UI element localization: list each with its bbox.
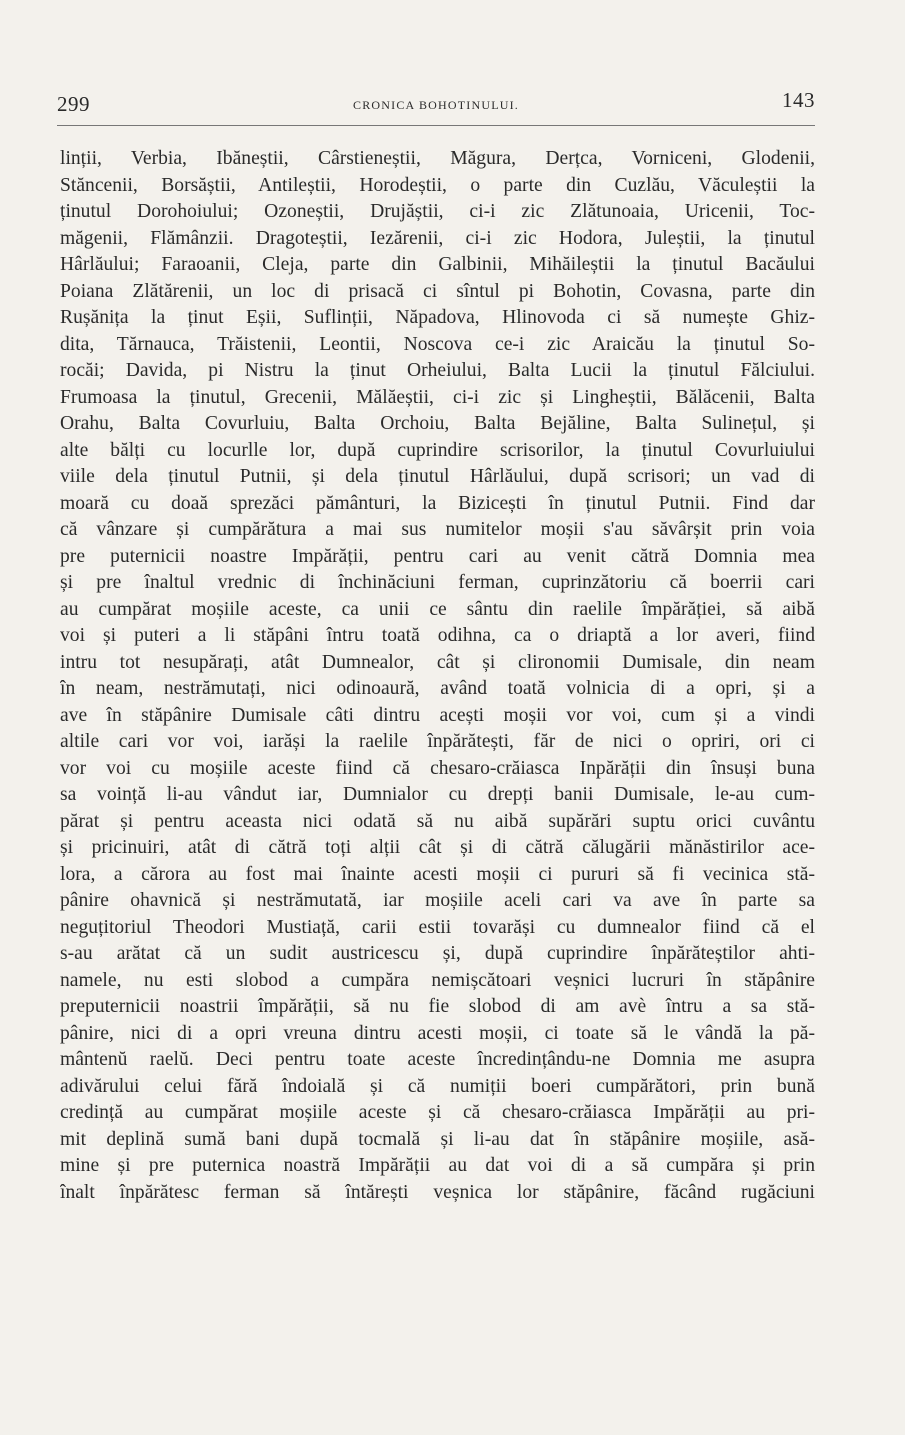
- text-line: Hârlăului; Faraoanii, Cleja, parte din Galbinii, Mihăileștii la ținutul Bacăului: [60, 254, 815, 275]
- running-title: CRONICA BOHOTINULUI.: [353, 98, 519, 112]
- text-line: lora, a cărora au fost mai înainte acesti moșii ci pururi să fi vecinica stă-: [60, 863, 815, 885]
- text-line: Poiana Zlătărenii, un loc di prisacă ci sîntul pi Bohotin, Covasna, parte din: [60, 280, 815, 302]
- text-line: Stăncenii, Borsăștii, Antileștii, Horodeștii, o parte din Cuzlău, Văculeștii la: [60, 174, 815, 196]
- text-line: altile cari vor voi, iarăși la raelile înpărătești, făr de nici o opriri, ori ci: [60, 731, 815, 752]
- text-line: Frumoasa la ținutul, Grecenii, Mălăeștii, ci-i zic și Lingheștii, Bălăcenii, Balta: [60, 386, 815, 408]
- text-line: sa voință li-au vândut iar, Dumnialor cu drepți banii Dumisale, le-au cum-: [60, 784, 815, 805]
- text-line: alte bălți cu locurlle lor, după cuprindire scrisorilor, la ținutul Covurluiului: [60, 439, 815, 461]
- text-line: mit deplină sumă bani după tocmală și li-au dat în stăpânire moșiile, asă-: [60, 1128, 815, 1150]
- page-number: 143: [782, 88, 815, 112]
- text-line: ave în stăpânire Dumisale câti dintru acești moșii vor voi, cum și a vindi: [60, 704, 815, 726]
- text-line: adivărului celui fără îndoială și că numiții boeri cumpărători, prin bună: [60, 1075, 815, 1097]
- text-line: rocăi; Davida, pi Nistru la ținut Orheiului, Balta Lucii la ținutul Fălciului.: [60, 360, 815, 381]
- text-line: s-au arătat că un sudit austricescu și, după cuprindire înpărăteștilor ahti-: [60, 943, 815, 964]
- body-text: [60, 146, 815, 1206]
- text-line: pânire, nici di a opri vreuna dintru acesti moșii, ci toate să le vândă la pă-: [60, 1022, 815, 1044]
- text-line: părat și pentru aceasta nici odată să nu aibă supărări suptu orici cuvântu: [60, 810, 815, 832]
- text-line: intru tot nesupărați, atât Dumnealor, cât și clironomii Dumisale, din neam: [60, 651, 815, 673]
- text-line: preputernicii noastrii împărății, să nu fie slobod di am avè întru a sa stă-: [60, 996, 815, 1017]
- text-line: pânire ohavnică și nestrămutată, iar moșiile aceli cari va ave în parte sa: [60, 890, 815, 911]
- text-line: namele, nu esti slobod a cumpăra nemișcătoari veșnici lucruri în stăpânire: [60, 969, 815, 991]
- text-line: vor voi cu moșiile aceste fiind că chesaro-crăiasca Inpărății din însuși buna: [60, 757, 815, 779]
- text-line: dita, Tărnauca, Trăistenii, Leontii, Noscova ce-i zic Araicău la ținutul So-: [60, 333, 815, 355]
- text-line: măgenii, Flămânzii. Dragoteștii, Iezărenii, ci-i zic Hodora, Juleștii, la ținutul: [60, 227, 815, 249]
- text-line: Rușănița la ținut Eșii, Suflinții, Năpadova, Hlinovoda ci să numește Ghiz-: [60, 307, 815, 328]
- text-line: în neam, nestrămutați, nici odinoaură, având toată volnicia di a opri, și a: [60, 678, 815, 699]
- text-line: și pre înaltul vrednic di închinăciuni ferman, cuprinzătoriu că boerrii cari: [60, 572, 815, 593]
- text-line: au cumpărat moșiile aceste, ca unii ce sântu din raelile împărăției, să aibă: [60, 598, 815, 620]
- header-rule: [57, 125, 815, 126]
- text-line: voi și puteri a li stăpâni întru toată odihna, ca o driaptă a lor averi, fiind: [60, 625, 815, 646]
- text-line: ținutul Dorohoiului; Ozoneștii, Drujăștii, ci-i zic Zlătunoaia, Uricenii, Toc-: [60, 201, 815, 222]
- text-line: pre puternicii noastre Impărății, pentru cari au venit cătră Domnia mea: [60, 545, 815, 567]
- text-line: că vânzare și cumpărătura a mai sus numitelor moșii s'au săvârșit prin voia: [60, 519, 815, 540]
- text-line: viile dela ținutul Putnii, și dela ținutul Hârlăului, după scrisori; un vad di: [60, 466, 815, 487]
- text-line: mântenŭ raelŭ. Deci pentru toate aceste încredințându-ne Domnia me asupra: [60, 1049, 815, 1070]
- text-line: înalt înpărătesc ferman să întărești veșnica lor stăpânire, făcând rugăciuni: [60, 1181, 815, 1203]
- text-line: mine și pre puternica noastră Impărății au dat voi di a să cumpăra și prin: [60, 1155, 815, 1176]
- text-line: Orahu, Balta Covurluiu, Balta Orchoiu, Balta Bejăline, Balta Sulinețul, și: [60, 413, 815, 434]
- text-line: credință au cumpărat moșiile aceste și că chesaro-crăiasca Impărății au pri-: [60, 1102, 815, 1123]
- running-header: [57, 86, 815, 122]
- text-line: linții, Verbia, Ibăneștii, Cârstieneștii, Măgura, Derțca, Vorniceni, Glodenii,: [60, 148, 815, 169]
- text-line: și pricinuiri, atât di cătră toți alții cât și di cătră călugării mănăstirilor ace-: [60, 837, 815, 858]
- text-line: neguțitoriul Theodori Mustiață, carii estii tovarăși cu dumnealor fiind că el: [60, 916, 815, 938]
- original-page-number: 299: [57, 92, 90, 116]
- text-line: moară cu doaă sprezăci pământuri, la Bizicești în ținutul Putnii. Find dar: [60, 492, 815, 514]
